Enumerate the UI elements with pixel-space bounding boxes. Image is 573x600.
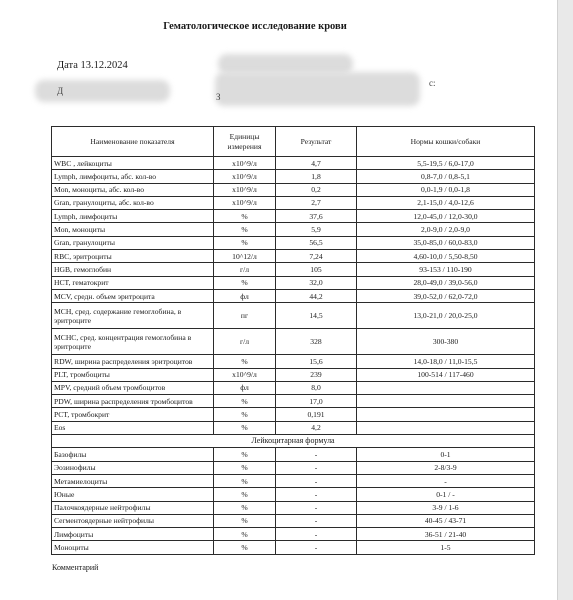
cell-parameter: MCH, сред. содержание гемоглобина, в эритроците [52, 303, 214, 329]
cell-parameter: Метамиелоциты [52, 474, 214, 487]
cell-units: x10^9/л [214, 157, 276, 170]
cell-parameter: Базофилы [52, 448, 214, 461]
comment-label: Комментарий [52, 563, 99, 572]
table-row [52, 263, 535, 276]
table-row [52, 303, 535, 329]
cell-norm [357, 395, 535, 408]
cell-units: г/л [214, 263, 276, 276]
cell-parameter: Mon, моноциты [52, 223, 214, 236]
cell-result: 328 [276, 329, 357, 355]
cell-norm: 14,0-18,0 / 11,0-15,5 [357, 355, 535, 368]
cell-result: - [276, 528, 357, 541]
exam-date: Дата 13.12.2024 [57, 60, 128, 71]
cell-norm: 2-8/3-9 [357, 461, 535, 474]
section-row [52, 435, 535, 448]
table-row [52, 355, 535, 368]
cell-result: - [276, 474, 357, 487]
cell-result: 15,6 [276, 355, 357, 368]
table-header-row [52, 127, 535, 157]
cell-result: 17,0 [276, 395, 357, 408]
cell-result: 32,0 [276, 276, 357, 289]
cell-result: 105 [276, 263, 357, 276]
section-title: Лейкоцитарная формула [52, 435, 535, 448]
cell-parameter: RBC, эритроциты [52, 250, 214, 263]
cell-norm: 93-153 / 110-190 [357, 263, 535, 276]
cell-result: 0,2 [276, 183, 357, 196]
cell-norm: 1-5 [357, 541, 535, 554]
cell-result: 4,7 [276, 157, 357, 170]
cell-norm: 5,5-19,5 / 6,0-17,0 [357, 157, 535, 170]
cell-units: % [214, 395, 276, 408]
table-row [52, 157, 535, 170]
cell-result: - [276, 461, 357, 474]
table-row [52, 421, 535, 434]
cell-result: - [276, 448, 357, 461]
table-row [52, 329, 535, 355]
header-norms: Нормы кошки/собаки [357, 127, 535, 157]
cell-units: % [214, 236, 276, 249]
cell-result: 56,5 [276, 236, 357, 249]
table-row [52, 541, 535, 554]
redacted-area-right [215, 72, 420, 106]
table-row [52, 501, 535, 514]
header-result: Результат [276, 127, 357, 157]
cell-result: 37,6 [276, 210, 357, 223]
cell-result: - [276, 541, 357, 554]
cell-units: 10^12/л [214, 250, 276, 263]
cell-result: 14,5 [276, 303, 357, 329]
cell-result: 8,0 [276, 381, 357, 394]
cell-units: г/л [214, 329, 276, 355]
table-row [52, 196, 535, 209]
cell-units: фл [214, 289, 276, 302]
table-row [52, 461, 535, 474]
cell-norm: 0-1 / - [357, 488, 535, 501]
table-row [52, 276, 535, 289]
cell-norm [357, 421, 535, 434]
cell-parameter: Mon, моноциты, абс. кол-во [52, 183, 214, 196]
cell-result: 4,2 [276, 421, 357, 434]
page-edge [557, 0, 573, 600]
cell-norm [357, 381, 535, 394]
cell-norm: 39,0-52,0 / 62,0-72,0 [357, 289, 535, 302]
cell-result: 2,7 [276, 196, 357, 209]
cell-units: x10^9/л [214, 183, 276, 196]
cell-norm: 4,60-10,0 / 5,50-8,50 [357, 250, 535, 263]
cell-parameter: Эозинофилы [52, 461, 214, 474]
table-row [52, 250, 535, 263]
cell-parameter: PDW, ширина распределения тромбоцитов [52, 395, 214, 408]
partial-label-right: с: [429, 78, 436, 88]
cell-units: x10^9/л [214, 368, 276, 381]
cell-units: фл [214, 381, 276, 394]
cell-norm: 36-51 / 21-40 [357, 528, 535, 541]
table-row [52, 368, 535, 381]
cell-parameter: MCHC, сред. концентрация гемоглобина в эритроците [52, 329, 214, 355]
cell-parameter: Сегментоядерные нейтрофилы [52, 514, 214, 527]
cell-norm [357, 408, 535, 421]
table-row [52, 474, 535, 487]
table-row [52, 408, 535, 421]
cell-units: x10^9/л [214, 196, 276, 209]
cell-units: x10^9/л [214, 170, 276, 183]
table-row [52, 170, 535, 183]
cell-result: - [276, 514, 357, 527]
table-row [52, 289, 535, 302]
cell-units: % [214, 276, 276, 289]
cell-parameter: Моноциты [52, 541, 214, 554]
cell-result: - [276, 501, 357, 514]
cell-units: % [214, 223, 276, 236]
results-table [51, 126, 535, 555]
cell-units: % [214, 501, 276, 514]
cell-result: 239 [276, 368, 357, 381]
cell-units: пг [214, 303, 276, 329]
cell-norm: 3-9 / 1-6 [357, 501, 535, 514]
cell-units: % [214, 541, 276, 554]
cell-units: % [214, 488, 276, 501]
cell-units: % [214, 474, 276, 487]
table-row [52, 488, 535, 501]
cell-parameter: Палочкоядерные нейтрофилы [52, 501, 214, 514]
header-units: Единицы измерения [214, 127, 276, 157]
table-row [52, 528, 535, 541]
cell-result: 0,191 [276, 408, 357, 421]
partial-label-left: Д [57, 86, 64, 96]
cell-parameter: Lymph, лимфоциты [52, 210, 214, 223]
cell-units: % [214, 448, 276, 461]
cell-parameter: Gran, гранулоциты [52, 236, 214, 249]
cell-units: % [214, 421, 276, 434]
cell-norm: 2,0-9,0 / 2,0-9,0 [357, 223, 535, 236]
cell-units: % [214, 408, 276, 421]
cell-result: 44,2 [276, 289, 357, 302]
cell-parameter: MCV, средн. объем эритроцита [52, 289, 214, 302]
cell-norm: 0,0-1,9 / 0,0-1,8 [357, 183, 535, 196]
cell-parameter: PLT, тромбоциты [52, 368, 214, 381]
cell-parameter: Лимфоциты [52, 528, 214, 541]
cell-parameter: Gran, гранулоциты, абс. кол-во [52, 196, 214, 209]
table-row [52, 448, 535, 461]
table-row [52, 183, 535, 196]
table-row [52, 223, 535, 236]
cell-units: % [214, 514, 276, 527]
cell-parameter: HCT, гематокрит [52, 276, 214, 289]
cell-norm: 0,8-7,0 / 0,8-5,1 [357, 170, 535, 183]
table-row [52, 395, 535, 408]
cell-units: % [214, 210, 276, 223]
results-body [52, 157, 535, 555]
cell-norm: 35,0-85,0 / 60,0-83,0 [357, 236, 535, 249]
cell-result: 1,8 [276, 170, 357, 183]
cell-result: 7,24 [276, 250, 357, 263]
cell-parameter: Lymph, лимфоциты, абс. кол-во [52, 170, 214, 183]
cell-parameter: WBC , лейкоциты [52, 157, 214, 170]
table-row [52, 381, 535, 394]
cell-norm: - [357, 474, 535, 487]
cell-norm: 0-1 [357, 448, 535, 461]
cell-parameter: RDW, ширина распределения эритроцитов [52, 355, 214, 368]
cell-parameter: Eos [52, 421, 214, 434]
cell-norm: 300-380 [357, 329, 535, 355]
cell-norm: 100-514 / 117-460 [357, 368, 535, 381]
redacted-area-left [35, 80, 170, 102]
cell-parameter: Юные [52, 488, 214, 501]
cell-parameter: MPV, средний объем тромбоцитов [52, 381, 214, 394]
header-parameter: Наименование показателя [52, 127, 214, 157]
cell-result: 5,9 [276, 223, 357, 236]
cell-norm: 12,0-45,0 / 12,0-30,0 [357, 210, 535, 223]
cell-parameter: HGB, гемоглобин [52, 263, 214, 276]
table-row [52, 514, 535, 527]
cell-norm: 13,0-21,0 / 20,0-25,0 [357, 303, 535, 329]
cell-norm: 28,0-49,0 / 39,0-56,0 [357, 276, 535, 289]
table-row [52, 210, 535, 223]
cell-parameter: PCT, тромбокрит [52, 408, 214, 421]
cell-result: - [276, 488, 357, 501]
redacted-area-top [218, 54, 353, 74]
cell-units: % [214, 355, 276, 368]
cell-norm: 40-45 / 43-71 [357, 514, 535, 527]
document-title: Гематологическое исследование крови [163, 21, 347, 32]
table-row [52, 236, 535, 249]
partial-label-bottom: З [216, 92, 221, 102]
cell-units: % [214, 461, 276, 474]
cell-units: % [214, 528, 276, 541]
cell-norm: 2,1-15,0 / 4,0-12,6 [357, 196, 535, 209]
